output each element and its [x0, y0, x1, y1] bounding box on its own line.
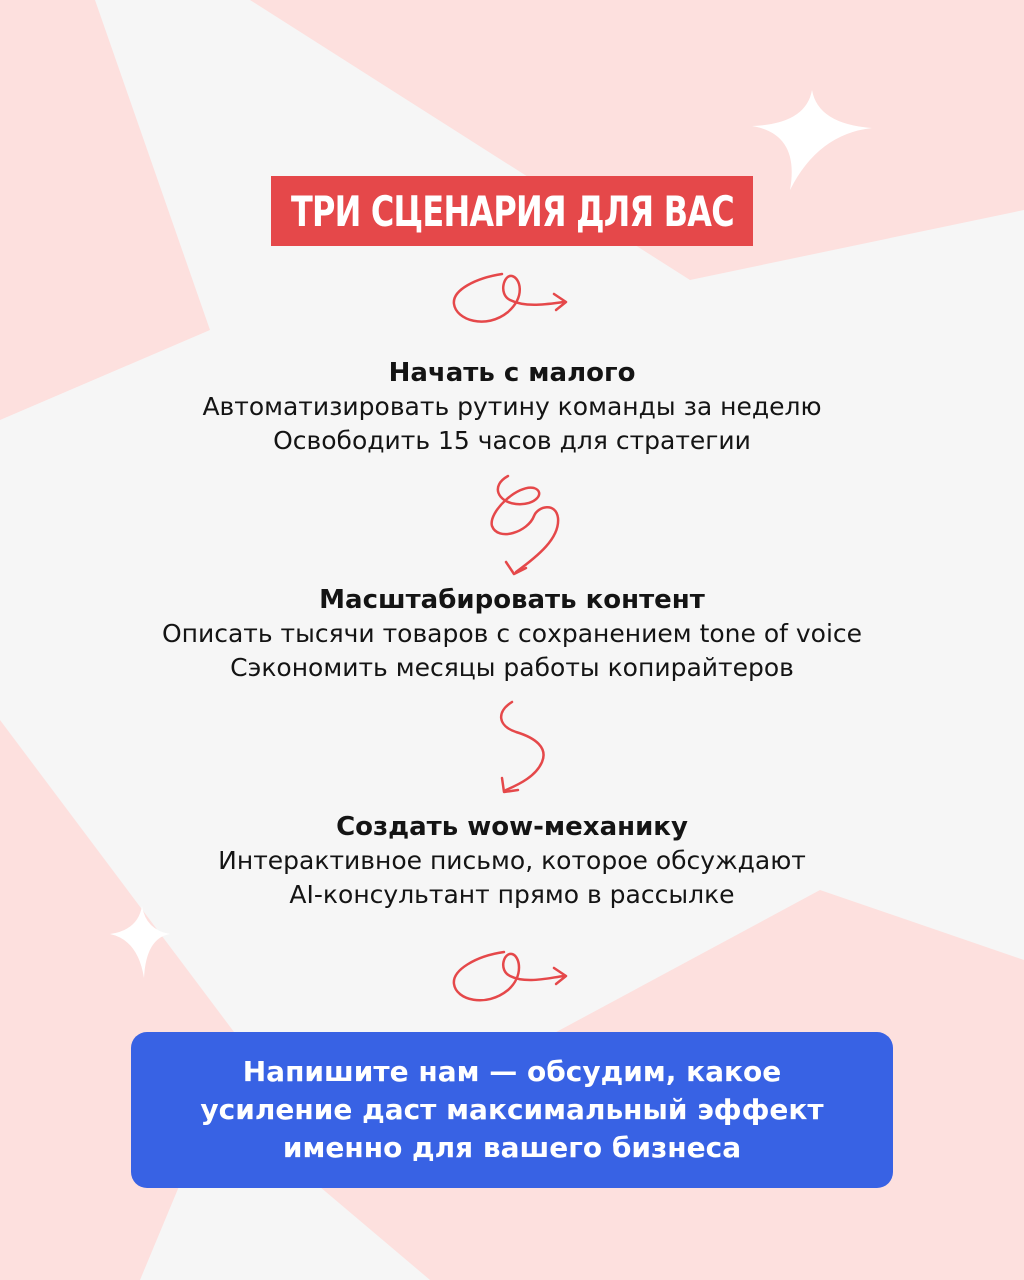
scenario-line: Автоматизировать рутину команды за неделю	[202, 392, 822, 421]
curly-arrow-icon	[490, 698, 554, 798]
scenario-line: Интерактивное письмо, которое обсуждают	[218, 846, 806, 875]
scenario-line: AI-консультант прямо в рассылке	[289, 880, 735, 909]
scenario-title: Создать wow-механику	[336, 812, 688, 842]
cta-box	[131, 1032, 893, 1188]
cta-line: усиление даст максимальный эффект	[200, 1093, 824, 1126]
cta-line: именно для вашего бизнеса	[282, 1131, 742, 1164]
scenario-line: Освободить 15 часов для стратегии	[273, 426, 751, 455]
scenario-2	[0, 583, 1024, 685]
scenario-title: Начать с малого	[388, 358, 636, 388]
curly-arrow-icon	[446, 946, 576, 1010]
curly-arrow-icon	[446, 268, 576, 332]
scenario-line: Сэкономить месяцы работы копирайтеров	[230, 653, 794, 682]
scenario-line: Описать тысячи товаров с сохранением tone of voice	[161, 619, 863, 648]
scenario-1	[0, 356, 1024, 458]
curly-arrow-icon	[478, 472, 574, 580]
page-title: ТРИ СЦЕНАРИЯ ДЛЯ ВАС	[290, 186, 734, 236]
scenario-3	[0, 810, 1024, 912]
title-banner	[271, 176, 753, 246]
scenario-title: Масштабировать контент	[319, 585, 705, 615]
cta-line: Напишите нам — обсудим, какое	[242, 1055, 782, 1088]
